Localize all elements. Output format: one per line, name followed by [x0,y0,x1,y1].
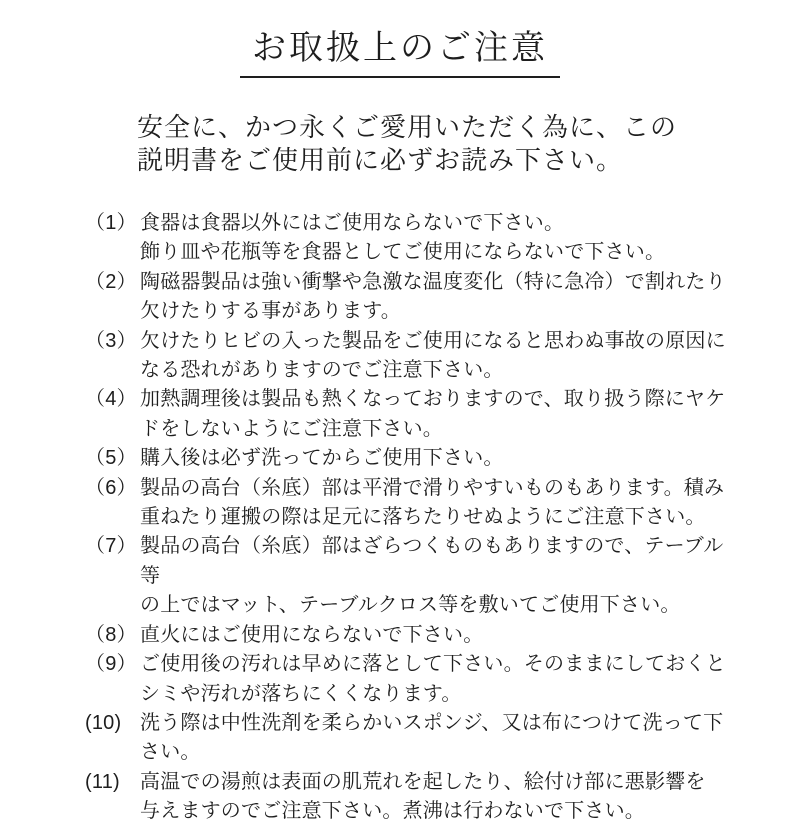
item-text [140,444,800,473]
list-item [0,327,800,386]
item-text [140,385,800,444]
item-text [140,650,800,709]
list-item [0,474,800,533]
item-line: 洗う際は中性洗剤を柔らかいスポンジ、又は布につけて洗って下 [140,711,724,734]
item-line: 製品の高台（糸底）部はざらつくものもありますので、テーブル等 [140,535,724,587]
item-number: （9） [85,653,137,676]
item-line: 直火にはご使用にならないで下さい。 [140,623,484,646]
list-item [0,650,800,709]
item-text [140,474,800,533]
item-line: ドをしないようにご注意下さい。 [140,417,443,440]
item-line: シミや汚れが落ちにくくなります。 [140,682,462,705]
item-line: 飾り皿や花瓶等を食器としてご使用にならないで下さい。 [140,241,666,264]
item-line: ご使用後の汚れは早めに落として下さい。そのままにしておくと [140,653,726,676]
item-line: 陶磁器製品は強い衝撃や急激な温度変化（特に急冷）で割れたり [140,270,726,293]
item-line: 購入後は必ず洗ってからご使用下さい。 [140,447,504,470]
item-text [140,709,800,768]
list-item [0,768,800,827]
list-item [0,621,800,650]
item-line: 重ねたり運搬の際は足元に落ちたりせぬようにご注意下さい。 [140,506,706,529]
item-line: 欠けたりヒビの入った製品をご使用になると思わぬ事故の原因に [140,329,726,352]
item-line: さい。 [140,741,201,764]
title-wrap [0,0,800,78]
item-line: 欠けたりする事があります。 [140,300,401,323]
intro-line-2: 説明書をご使用前に必ずお読み下さい。 [137,145,624,175]
item-text [140,327,800,386]
list-item [0,709,800,768]
item-line: なる恐れがありますのでご注意下さい。 [140,359,504,382]
item-line: の上ではマット、テーブルクロス等を敷いてご使用下さい。 [140,594,681,617]
item-line: 食器は食器以外にはご使用ならないで下さい。 [140,212,565,234]
list-item [0,444,800,473]
item-number: （1） [85,212,137,234]
intro-text [137,111,740,177]
notice-list [0,209,800,827]
item-text [140,209,800,268]
item-number: (11) [85,770,120,793]
item-number: （6） [85,476,137,499]
item-text [140,621,800,650]
item-number: （2） [85,270,137,293]
intro-line-1: 安全に、かつ永くご愛用いただく為に、この [137,112,678,142]
page-title: お取扱上のご注意 [240,20,560,78]
list-item [0,532,800,620]
item-number: （8） [85,623,137,646]
item-number: （4） [85,388,137,411]
item-line: 加熱調理後は製品も熱くなっておりますので、取り扱う際にヤケ [140,388,726,411]
item-number: （3） [85,329,137,352]
item-text [140,532,800,620]
item-line: 与えますのでご注意下さい。煮沸は行わないで下さい。 [140,800,645,823]
item-text [140,768,800,827]
list-item [0,268,800,327]
item-number: （5） [85,447,137,470]
item-line: 製品の高台（糸底）部は平滑で滑りやすいものもあります。積み [140,476,725,499]
item-number: （7） [85,535,137,558]
item-line: 高温での湯煎は表面の肌荒れを起したり、絵付け部に悪影響を [140,770,706,793]
item-text [140,268,800,327]
item-number: (10) [85,711,122,734]
list-item [0,385,800,444]
list-item [0,209,800,268]
